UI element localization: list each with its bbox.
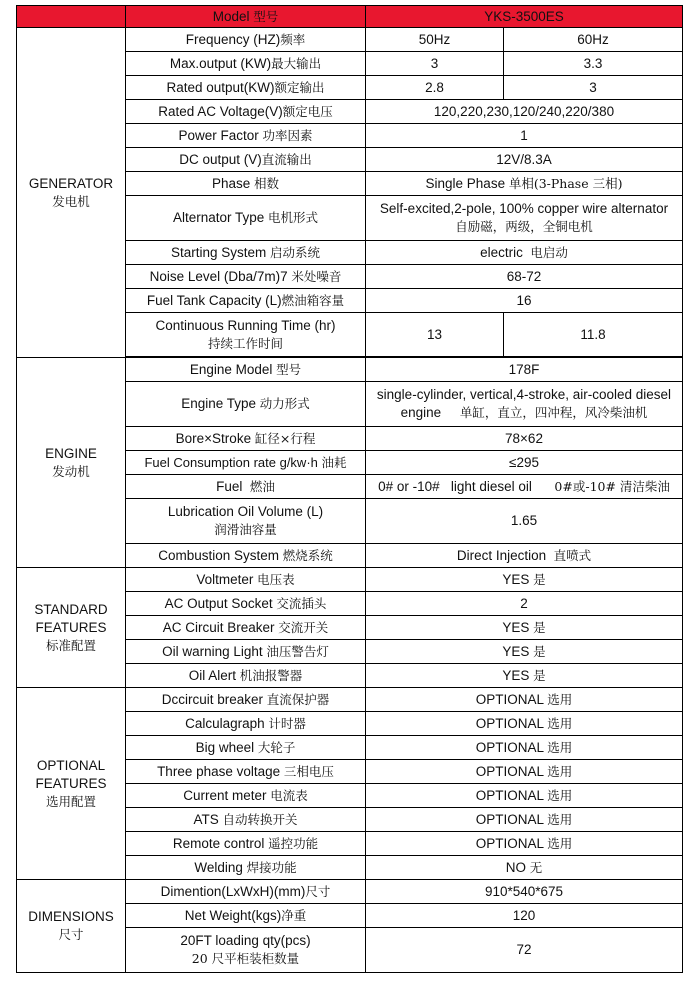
row-label: 20FT loading qty(pcs) 20 尺平柜装柜数量 [126, 928, 366, 973]
row-value: Single Phase 单相(3-Phase 三相) [366, 172, 683, 196]
row-label: Phase 相数 [126, 172, 366, 196]
row-label: Noise Level (Dba/7m)7 米处噪音 [126, 265, 366, 289]
section-engine: ENGINE 发动机 [17, 358, 126, 568]
value-60hz: 3 [504, 76, 683, 100]
value-60hz: 60Hz [504, 28, 683, 52]
header-label: Model [212, 8, 250, 24]
value-60hz: 11.8 [504, 313, 683, 357]
value-50hz: 3 [366, 52, 504, 76]
row-label: Alternator Type 电机形式 [126, 196, 366, 241]
row-label: Net Weight(kgs)净重 [126, 904, 366, 928]
row-value: YES 是 [366, 640, 683, 664]
row-label: Starting System 启动系统 [126, 241, 366, 265]
row-value: ≤295 [366, 451, 683, 475]
row-label: Frequency (HZ)频率 [126, 28, 366, 52]
row-value: OPTIONAL 选用 [366, 784, 683, 808]
row-label: Engine Model 型号 [126, 358, 366, 382]
row-label: Voltmeter 电压表 [126, 568, 366, 592]
header-model: YKS-3500ES [366, 6, 683, 28]
row-value: 72 [366, 928, 683, 973]
table-row [17, 880, 683, 904]
row-value: 0# or -10# light diesel oil 0#或-10# 清洁柴油 [366, 475, 683, 499]
row-value: 120,220,230,120/240,220/380 [366, 100, 683, 124]
value-60hz: 3.3 [504, 52, 683, 76]
row-label: AC Output Socket 交流插头 [126, 592, 366, 616]
row-value: 68-72 [366, 265, 683, 289]
row-value: NO 无 [366, 856, 683, 880]
section-optional-features: OPTIONAL FEATURES 选用配置 [17, 688, 126, 880]
row-label: Oil Alert 机油报警器 [126, 664, 366, 688]
row-label: DC output (V)直流输出 [126, 148, 366, 172]
section-standard-features: STANDARD FEATURES 标准配置 [17, 568, 126, 688]
row-value: 120 [366, 904, 683, 928]
section-dimensions: DIMENSIONS 尺寸 [17, 880, 126, 973]
row-label: Rated AC Voltage(V)额定电压 [126, 100, 366, 124]
row-label: Calculagraph 计时器 [126, 712, 366, 736]
row-label: Rated output(KW)额定输出 [126, 76, 366, 100]
value-50hz: 50Hz [366, 28, 504, 52]
row-label: Welding 焊接功能 [126, 856, 366, 880]
row-value: Direct Injection 直喷式 [366, 544, 683, 568]
row-value: YES 是 [366, 568, 683, 592]
row-value: 178F [366, 358, 683, 382]
row-value: 1 [366, 124, 683, 148]
value-50hz: 13 [366, 313, 504, 357]
row-label: AC Circuit Breaker 交流开关 [126, 616, 366, 640]
row-label: Combustion System 燃烧系统 [126, 544, 366, 568]
row-value: OPTIONAL 选用 [366, 712, 683, 736]
row-label: Max.output (KW)最大输出 [126, 52, 366, 76]
row-label: Big wheel 大轮子 [126, 736, 366, 760]
row-label: Oil warning Light 油压警告灯 [126, 640, 366, 664]
row-label: Fuel 燃油 [126, 475, 366, 499]
header-label-zh: 型号 [253, 8, 279, 24]
table-row [17, 568, 683, 592]
row-value: OPTIONAL 选用 [366, 760, 683, 784]
row-value: OPTIONAL 选用 [366, 688, 683, 712]
row-value: OPTIONAL 选用 [366, 736, 683, 760]
header-blank-cell [17, 6, 126, 28]
row-value: 910*540*675 [366, 880, 683, 904]
row-label: Fuel Tank Capacity (L)燃油箱容量 [126, 289, 366, 313]
row-value: Self-excited,2-pole, 100% copper wire alternator 自励磁，两级，全铜电机 [366, 196, 683, 241]
row-label: Engine Type 动力形式 [126, 382, 366, 427]
row-value: 78×62 [366, 427, 683, 451]
row-label: Fuel Consumption rate g/kw·h 油耗 [126, 451, 366, 475]
row-label: Remote control 遥控功能 [126, 832, 366, 856]
table-row [17, 28, 683, 52]
row-value: OPTIONAL 选用 [366, 832, 683, 856]
row-value: 12V/8.3A [366, 148, 683, 172]
row-label: Continuous Running Time (hr) 持续工作时间 [126, 313, 366, 357]
row-label: Three phase voltage 三相电压 [126, 760, 366, 784]
section-generator: GENERATOR 发电机 [17, 28, 126, 358]
header-label-cell [126, 6, 366, 28]
row-label: Power Factor 功率因素 [126, 124, 366, 148]
row-label: Dimention(LxWxH)(mm)尺寸 [126, 880, 366, 904]
row-label: Dccircuit breaker 直流保护器 [126, 688, 366, 712]
row-label: ATS 自动转换开关 [126, 808, 366, 832]
spec-table [16, 5, 683, 973]
row-value: 2 [366, 592, 683, 616]
row-value: electric 电启动 [366, 241, 683, 265]
row-value: OPTIONAL 选用 [366, 808, 683, 832]
row-value: single-cylinder, vertical,4-stroke, air-cooled diesel engine 单缸，直立，四冲程，风冷柴油机 [366, 382, 683, 427]
value-50hz: 2.8 [366, 76, 504, 100]
row-value: YES 是 [366, 616, 683, 640]
row-value: 16 [366, 289, 683, 313]
row-label: Current meter 电流表 [126, 784, 366, 808]
row-label: Bore×Stroke 缸径×行程 [126, 427, 366, 451]
row-value: YES 是 [366, 664, 683, 688]
header-row [17, 6, 683, 28]
table-row [17, 358, 683, 382]
table-row [17, 688, 683, 712]
row-value: 1.65 [366, 499, 683, 544]
row-label: Lubrication Oil Volume (L) 润滑油容量 [126, 499, 366, 544]
